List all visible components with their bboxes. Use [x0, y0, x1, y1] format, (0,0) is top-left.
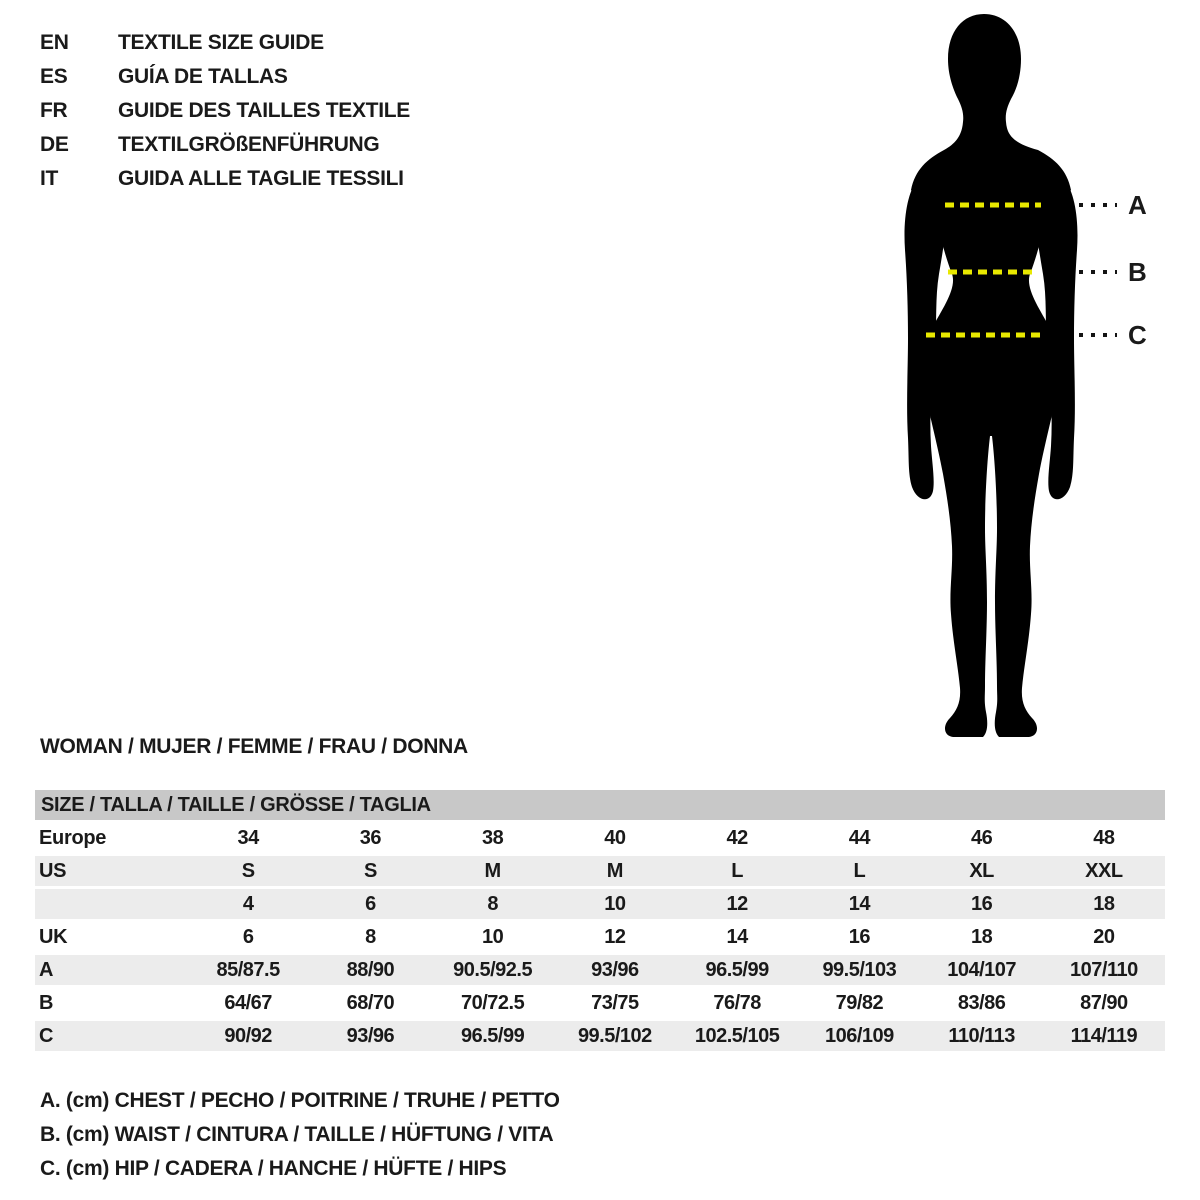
table-cell: 87/90: [1080, 992, 1128, 1014]
table-cell: 36: [359, 827, 381, 849]
table-cell: L: [853, 860, 866, 882]
lang-label-es: GUÍA DE TALLAS: [118, 65, 288, 88]
table-cell: 16: [848, 926, 870, 948]
table-cell: M: [606, 860, 623, 882]
table-cell: 40: [604, 827, 626, 849]
table-cell: XL: [969, 860, 994, 882]
lang-row-en: [40, 26, 410, 60]
lang-row-es: [40, 60, 410, 94]
table-cell: 114/119: [1070, 1025, 1138, 1047]
table-cell: 34: [237, 827, 259, 849]
lang-row-de: [40, 128, 410, 162]
table-cell: S: [241, 860, 255, 882]
table-cell: M: [484, 860, 501, 882]
table-cell: 110/113: [948, 1025, 1015, 1047]
table-cell: 96.5/99: [705, 959, 769, 981]
table-row-europe: [35, 823, 1165, 853]
lang-label-it: GUIDA ALLE TAGLIE TESSILI: [118, 167, 404, 190]
lang-code-it: IT: [40, 167, 59, 190]
size-table: [35, 790, 1165, 1054]
table-cell: 20: [1093, 926, 1115, 948]
marker-label-a: A: [1128, 190, 1147, 220]
table-cell: 104/107: [947, 959, 1017, 981]
lang-label-fr: GUIDE DES TAILLES TEXTILE: [118, 99, 410, 122]
marker-label-b: B: [1128, 257, 1147, 287]
table-cell: 14: [726, 926, 748, 948]
table-cell: 8: [487, 893, 498, 915]
table-cell: 4: [242, 893, 254, 915]
row-label: B: [39, 992, 54, 1014]
table-cell: 12: [726, 893, 748, 915]
table-cell: 6: [365, 893, 376, 915]
lang-row-it: [40, 162, 410, 196]
table-cell: 93/96: [346, 1025, 395, 1047]
legend-chest: A. (cm) CHEST / PECHO / POITRINE / TRUHE / PETTO: [40, 1089, 560, 1112]
table-cell: 102.5/105: [694, 1025, 780, 1047]
language-title-list: [40, 26, 410, 196]
row-label: A: [39, 959, 54, 981]
table-cell: 16: [971, 893, 993, 915]
table-cell: 48: [1093, 827, 1115, 849]
legend-waist: B. (cm) WAIST / CINTURA / TAILLE / HÜFTUNG / VITA: [40, 1123, 554, 1146]
table-cell: 73/75: [591, 992, 639, 1014]
table-cell: 93/96: [591, 959, 639, 981]
table-cell: 10: [604, 893, 626, 915]
measurement-legend: [40, 1084, 560, 1186]
table-cell: 79/82: [835, 992, 884, 1014]
table-cell: 90/92: [224, 1025, 272, 1047]
legend-hip: C. (cm) HIP / CADERA / HANCHE / HÜFTE / HIPS: [40, 1157, 507, 1180]
table-cell: 38: [482, 827, 504, 849]
woman-silhouette-figure: [895, 10, 1125, 745]
lang-label-de: TEXTILGRÖßENFÜHRUNG: [118, 133, 380, 156]
table-cell: 44: [848, 827, 870, 849]
table-row-chest-a: [35, 955, 1165, 985]
table-cell: XXL: [1085, 860, 1123, 882]
table-cell: 14: [848, 893, 870, 915]
table-cell: 70/72.5: [461, 992, 525, 1014]
row-label: [35, 889, 187, 919]
table-cell: 64/67: [224, 992, 272, 1014]
table-cell: 8: [365, 926, 376, 948]
table-cell: 107/110: [1070, 959, 1138, 981]
table-row-us-letter: [35, 856, 1165, 886]
lang-code-de: DE: [40, 133, 69, 156]
table-cell: 88/90: [346, 959, 395, 981]
row-label: UK: [39, 926, 68, 948]
table-cell: 106/109: [824, 1025, 894, 1047]
table-cell: 12: [604, 926, 626, 948]
lang-code-es: ES: [40, 65, 68, 88]
table-cell: 10: [482, 926, 504, 948]
table-cell: S: [363, 860, 377, 882]
table-row-hip-c: [35, 1021, 1165, 1051]
table-row-uk: [35, 922, 1165, 952]
lang-label-en: TEXTILE SIZE GUIDE: [118, 31, 324, 54]
table-cell: 85/87.5: [216, 959, 280, 981]
table-cell: 76/78: [713, 992, 761, 1014]
table-row-us-number: [35, 889, 1165, 919]
lang-row-fr: [40, 94, 410, 128]
table-cell: 46: [971, 827, 993, 849]
table-cell: 83/86: [957, 992, 1006, 1014]
table-cell: 18: [1093, 893, 1115, 915]
table-cell: 6: [242, 926, 254, 948]
table-row-waist-b: [35, 988, 1165, 1018]
table-cell: 96.5/99: [461, 1025, 525, 1047]
table-cell: 90.5/92.5: [453, 959, 533, 981]
marker-label-c: C: [1128, 320, 1147, 350]
table-cell: 99.5/103: [822, 959, 897, 981]
table-cell: 99.5/102: [577, 1025, 652, 1047]
table-cell: 68/70: [346, 992, 395, 1014]
section-title: WOMAN / MUJER / FEMME / FRAU / DONNA: [40, 735, 468, 758]
row-label: US: [39, 860, 67, 882]
row-label: C: [39, 1025, 54, 1047]
size-table-header: SIZE / TALLA / TAILLE / GRÖSSE / TAGLIA: [35, 790, 1165, 820]
table-cell: L: [731, 860, 743, 882]
row-label: Europe: [39, 827, 107, 849]
lang-code-en: EN: [40, 31, 69, 54]
lang-code-fr: FR: [40, 99, 68, 122]
table-cell: 42: [726, 827, 748, 849]
table-cell: 18: [971, 926, 993, 948]
silhouette-body: [911, 14, 1071, 737]
